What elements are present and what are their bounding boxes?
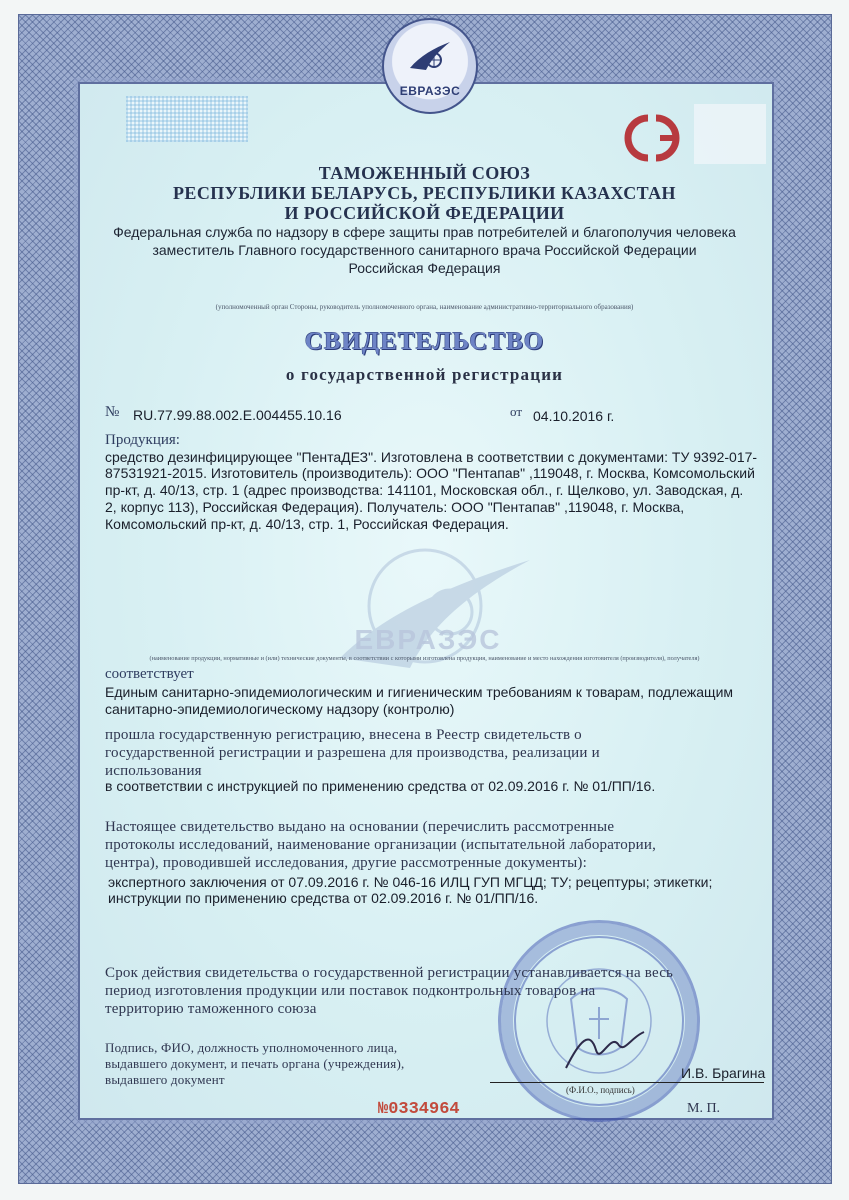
validity-line: территорию таможенного союза <box>105 1001 317 1017</box>
hologram-area <box>694 104 766 164</box>
watermark-label: ЕВРАЗЭС <box>354 624 502 655</box>
document-title: СВИДЕТЕЛЬСТВО <box>304 328 545 355</box>
basis-detail: инструкции по применению средства от 02.09.2016 г. № 01/ПП/16. <box>108 890 539 906</box>
signature-caption: Подпись, ФИО, должность уполномоченного лица, <box>105 1040 398 1055</box>
status-line: прошла государственную регистрацию, внесена в Реестр свидетельств о <box>105 727 582 743</box>
evrazes-emblem-icon <box>406 38 454 78</box>
product-caption: (наименование продукции, нормативные и (или) технические документы, в соответствии с которыми изготовлена продукция, наименование и место нахождения изготовителя (производителя), получателя) <box>149 655 700 662</box>
document-subtitle: о государственной регистрации <box>285 365 564 384</box>
serial-number: №0334964 <box>378 1100 460 1119</box>
basis-detail: экспертного заключения от 07.09.2016 г. № 046-16 ИЛЦ ГУП МГЦД; ТУ; рецептуры; этикетки; <box>108 874 713 890</box>
date-label: от <box>510 404 523 419</box>
product-label: Продукция: <box>105 432 180 448</box>
status-detail: в соответствии с инструкцией по применению средства от 02.09.2016 г. № 01/ПП/16. <box>105 778 656 794</box>
authority-caption: (уполномоченный орган Стороны, руководитель уполномоченного органа, наименование административно-территориального образования) <box>215 303 634 311</box>
basis-line: протоколы исследований, наименование организации (испытательной лаборатории, <box>105 837 657 853</box>
registration-date: 04.10.2016 г. <box>533 408 615 424</box>
header-federation: И РОССИЙСКОЙ ФЕДЕРАЦИИ <box>284 203 565 223</box>
authority-line-3: Российская Федерация <box>348 260 501 276</box>
handwritten-signature <box>560 1020 650 1080</box>
signatory-name: И.В. Брагина <box>681 1065 766 1081</box>
signature-caption: выдавшего документ, и печать органа (учреждения), <box>105 1056 405 1071</box>
status-line: использования <box>105 763 202 779</box>
emblem-label: ЕВРАЗЭС <box>399 84 461 98</box>
product-line: 87531921-2015. Изготовитель (производитель): ООО "Пентапав" ,119048, г. Москва, Комсомольский <box>105 465 755 481</box>
validity-line: период изготовления продукции или поставок подконтрольных товаров на <box>105 983 596 999</box>
ce-conformity-icon <box>614 110 690 166</box>
number-label: № <box>105 404 120 420</box>
signature-subcaption: (Ф.И.О., подпись) <box>566 1085 635 1095</box>
product-line: пр-кт, д. 40/13, стр. 1 (адрес производства: 141101, Московская обл., г. Щелково, ул. Заводская, д. <box>105 482 744 498</box>
signature-line <box>490 1082 764 1083</box>
authority-line-1: Федеральная служба по надзору в сфере защиты прав потребителей и благополучия человека <box>113 224 736 240</box>
validity-line: Срок действия свидетельства о государственной регистрации устанавливается на весь <box>105 965 674 981</box>
evrazes-emblem <box>382 18 478 114</box>
registration-number: RU.77.99.88.002.E.004455.10.16 <box>133 407 342 423</box>
product-line: Комсомольский пр-кт, д. 40/13, стр. 1, Российская Федерация. <box>105 516 509 532</box>
signature-caption: выдавшего документ <box>105 1072 225 1087</box>
header-union: ТАМОЖЕННЫЙ СОЮЗ <box>318 163 531 183</box>
basis-line: Настоящее свидетельство выдано на основании (перечислить рассмотренные <box>105 819 615 835</box>
stamp-place-label: М. П. <box>687 1101 721 1116</box>
product-line: средство дезинфицирующее "ПентаДЕЗ". Изготовлена в соответствии с документами: ТУ 9392-017- <box>105 449 758 465</box>
security-hatch-pattern <box>126 96 248 142</box>
basis-line: центра), проводившей исследования, другие рассмотренные документы): <box>105 855 587 871</box>
header-republics: РЕСПУБЛИКИ БЕЛАРУСЬ, РЕСПУБЛИКИ КАЗАХСТАН <box>173 183 676 203</box>
conformity-line: санитарно-эпидемиологическому надзору (контролю) <box>105 701 455 717</box>
status-line: государственной регистрации и разрешена для производства, реализации и <box>105 745 600 761</box>
conformity-line: Единым санитарно-эпидемиологическим и гигиеническим требованиям к товарам, подлежащим <box>105 684 734 700</box>
conformity-label: соответствует <box>105 666 194 682</box>
product-line: 2, корпус 113), Российская Федерация). Получатель: ООО "Пентапав" ,119048, г. Москва, <box>105 499 685 515</box>
authority-line-2: заместитель Главного государственного санитарного врача Российской Федерации <box>152 242 697 258</box>
evrazes-watermark-icon <box>280 548 570 688</box>
